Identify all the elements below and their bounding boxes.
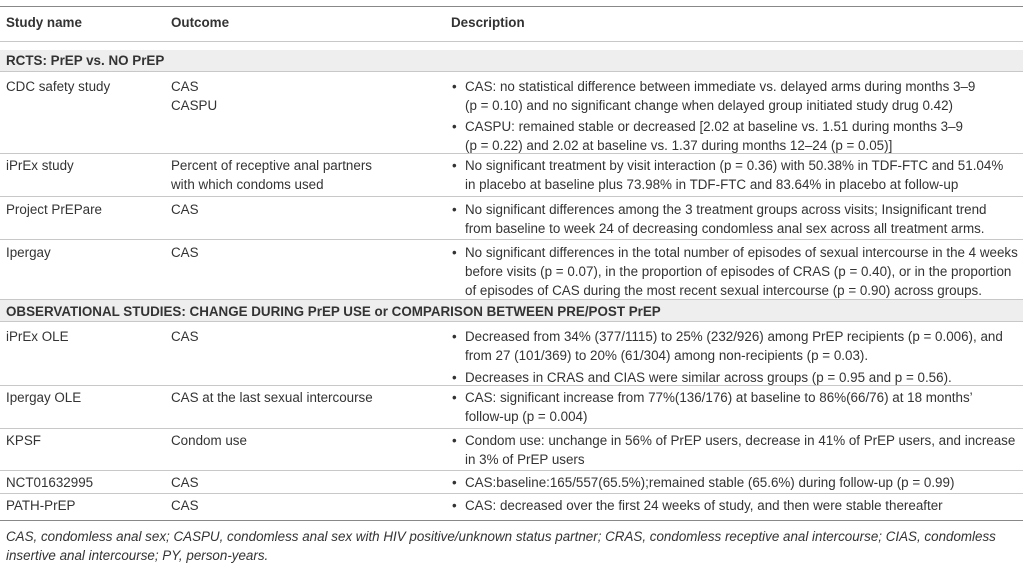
description-item — [451, 77, 975, 115]
description-item — [451, 496, 943, 515]
description-line: CAS: significant increase from 77%(136/176) at baseline to 86%(66/76) at 18 months’ — [465, 390, 973, 405]
outcome: CAS — [171, 202, 199, 217]
outcome-line: CAS — [171, 79, 199, 94]
outcome: CAS — [171, 498, 199, 513]
description-line: from 27 (101/369) to 20% (61/304) among non-recipients (p = 0.03). — [465, 348, 869, 363]
study-name: Ipergay — [6, 245, 51, 260]
description-line: in 3% of PrEP users — [465, 452, 585, 467]
row-rule — [0, 196, 1023, 197]
outcome: CAS — [171, 245, 199, 260]
study-name: CDC safety study — [6, 79, 111, 94]
study-name: KPSF — [6, 433, 41, 448]
description-line: of episodes of CAS during the most recent sexual intercourse (p = 0.90) across groups. — [465, 283, 982, 298]
description-line: follow-up (p = 0.004) — [465, 409, 588, 424]
description-line: (p = 0.22) and 2.02 at baseline vs. 1.37 during months 12–24 (p = 0.05)] — [465, 138, 893, 153]
description-line: Decreased from 34% (377/1115) to 25% (232/926) among PrEP recipients (p = 0.006), and — [465, 329, 1003, 344]
study-name: NCT01632995 — [6, 475, 94, 490]
outcome: CAS at the last sexual intercourse — [171, 390, 373, 405]
description — [451, 156, 1003, 194]
description-line: CASPU: remained stable or decreased [2.02 at baseline vs. 1.51 during months 3–9 — [465, 119, 963, 134]
outcome — [171, 77, 217, 115]
section-title: RCTS: PrEP vs. NO PrEP — [6, 53, 165, 68]
description — [451, 496, 943, 515]
description-line: Decreases in CRAS and CIAS were similar across groups (p = 0.95 and p = 0.56). — [465, 370, 952, 385]
outcome-line: CASPU — [171, 98, 218, 113]
outcome: CAS — [171, 329, 199, 344]
description — [451, 77, 975, 155]
section-rule — [0, 321, 1023, 322]
outcome-line: with which condoms used — [171, 177, 324, 192]
description — [451, 327, 1003, 387]
bottom-rule — [0, 520, 1023, 521]
description-line: in placebo at baseline plus 73.98% in TDF-FTC and 83.64% in placebo at follow-up — [465, 177, 959, 192]
description-item — [451, 388, 973, 426]
description-line: before visits (p = 0.07), in the proportion of episodes of CRAS (p = 0.40), or in the proportion — [465, 264, 1012, 279]
description — [451, 431, 1015, 469]
description-line: (p = 0.10) and no significant change when delayed group initiated study drug 0.42) — [465, 98, 953, 113]
section-title: OBSERVATIONAL STUDIES: CHANGE DURING PrEP USE or COMPARISON BETWEEN PRE/POST PrEP — [6, 304, 661, 319]
description-line: CAS:baseline:165/557(65.5%);remained stable (65.6%) during follow-up (p = 0.99) — [465, 475, 955, 490]
row-rule — [0, 470, 1023, 471]
section-rule — [0, 71, 1023, 72]
header-outcome: Outcome — [171, 15, 230, 30]
study-name: iPrEx OLE — [6, 329, 69, 344]
row-rule — [0, 385, 1023, 386]
description-line: CAS: decreased over the first 24 weeks of study, and then were stable thereafter — [465, 498, 943, 513]
study-name: PATH-PrEP — [6, 498, 76, 513]
header-study: Study name — [6, 15, 82, 30]
description — [451, 473, 954, 492]
description — [451, 388, 973, 426]
study-name: Ipergay OLE — [6, 390, 82, 405]
description-item — [451, 200, 987, 238]
description-line: Condom use: unchange in 56% of PrEP users, decrease in 41% of PrEP users, and increase — [465, 433, 1016, 448]
description — [451, 200, 987, 238]
description-item — [451, 243, 1018, 300]
study-name: Project PrEPare — [6, 202, 103, 217]
row-rule — [0, 239, 1023, 240]
description-item — [451, 117, 975, 155]
header-description: Description — [451, 15, 525, 30]
description-item — [451, 473, 954, 492]
description-line: CAS: no statistical difference between immediate vs. delayed arms during months 3–9 — [465, 79, 976, 94]
top-rule — [0, 6, 1023, 7]
header-rule — [0, 41, 1023, 42]
outcome — [171, 156, 372, 194]
description-line: from baseline to week 24 of decreasing condomless anal sex across all treatment arms. — [465, 221, 985, 236]
description — [451, 243, 1018, 300]
description-line: No significant differences among the 3 treatment groups across visits; Insignificant trend — [465, 202, 987, 217]
row-rule — [0, 493, 1023, 494]
outcome-line: Percent of receptive anal partners — [171, 158, 372, 173]
row-rule — [0, 428, 1023, 429]
description-line: No significant differences in the total number of episodes of sexual intercourse in the 4 weeks — [465, 245, 1018, 260]
outcome: CAS — [171, 475, 199, 490]
description-line: No significant treatment by visit interaction (p = 0.36) with 50.38% in TDF-FTC and 51.04% — [465, 158, 1004, 173]
description-item — [451, 431, 1015, 469]
row-rule — [0, 153, 1023, 154]
study-name: iPrEx study — [6, 158, 74, 173]
outcome: Condom use — [171, 433, 247, 448]
table-footnote: CAS, condomless anal sex; CASPU, condomless anal sex with HIV positive/unknown status partner; CRAS, condomless receptive anal intercourse; CIAS, condomless insertive anal intercourse; PY, person-years. — [6, 529, 996, 563]
description-item — [451, 156, 1003, 194]
description-item — [451, 327, 1003, 365]
